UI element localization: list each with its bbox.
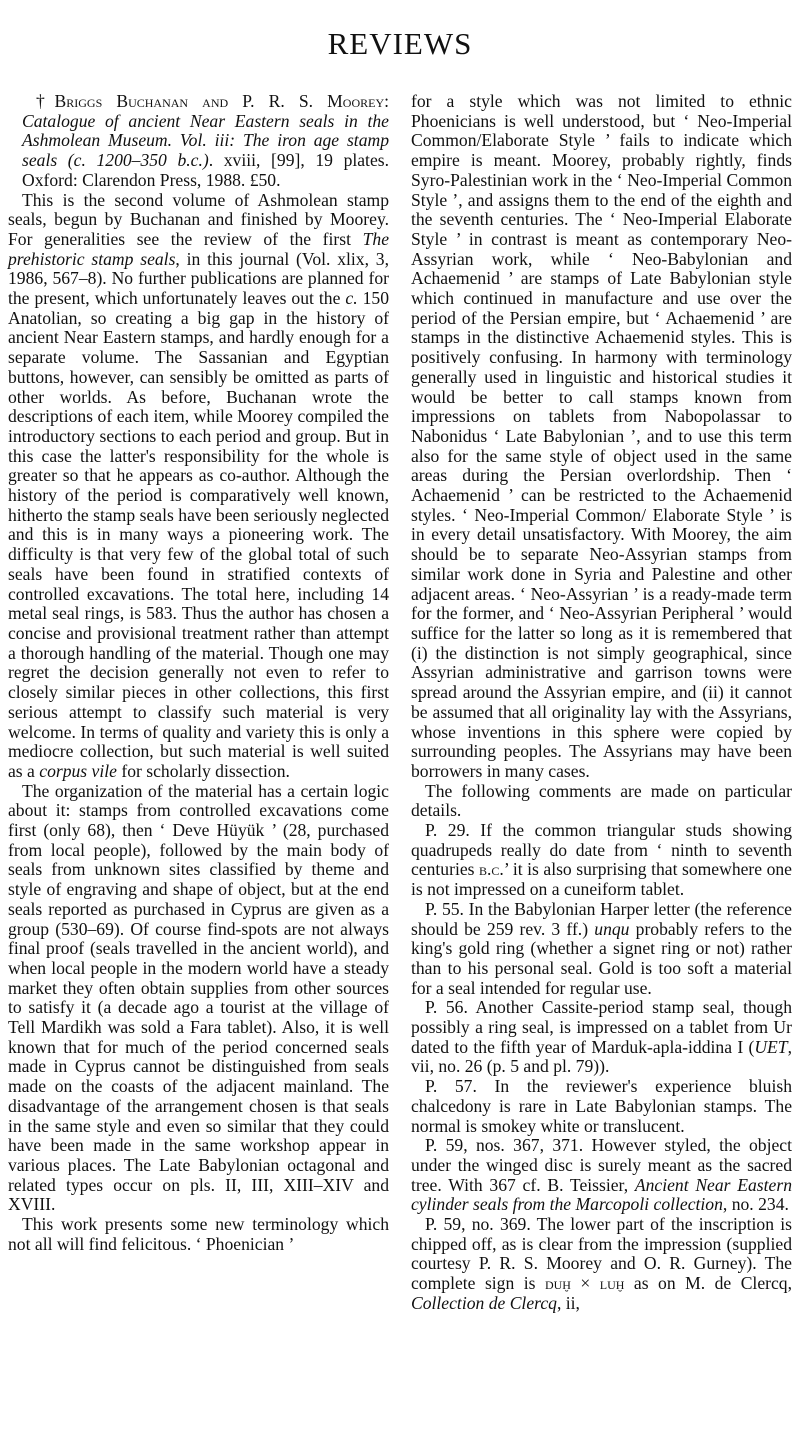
note-p29: P. 29. If the common triangular studs showing quadrupeds really do date from ‘ ninth to seventh centuries b.c.’ it is also surprising that somewhere one is not impressed on a cuneiform tablet. — [411, 820, 792, 900]
running-head: REVIEWS — [327, 26, 473, 61]
paragraph-comments-intro: The following comments are made on particular details. — [411, 780, 792, 821]
note-p57: P. 57. In the reviewer's experience bluish chalcedony is rare in Late Babylonian stamps. The normal is smokey white or translucent. — [411, 1076, 792, 1136]
paragraph-terminology: This work presents some new terminology which not all will find felicitous. ‘ Phoenician ’ — [8, 1214, 389, 1254]
book-heading: †Briggs Buchanan and P. R. S. Moorey: Catalogue of ancient Near Eastern seals in the Ashmolean Museum. Vol. iii: The iron age stamp seals (c. 1200–350 b.c.). xviii, [99], 19 plates. Oxford: Clarendon Press, 1988. £50. — [22, 91, 390, 190]
left-column — [8, 92, 389, 1254]
note-p56: P. 56. Another Cassite-period stamp seal, though possibly a ring seal, is impressed on a tablet from Ur dated to the fifth year of Marduk-apla-iddina I (UET, vii, no. 26 (p. 5 and pl. 79)). — [411, 997, 792, 1077]
book-authors: Briggs Buchanan and P. R. S. Moorey — [54, 91, 385, 111]
book-publication-details: . xviii, [99], 19 plates. Oxford: Clarendon Press, 1988. £50. — [22, 150, 390, 190]
note-p59-369: P. 59, no. 369. The lower part of the inscription is chipped off, as is clear from the impression (supplied courtesy P. R. S. Moorey and O. R. Gurney). The complete sign is duḫ × luḫ as on M. de Clercq, Collection de Clercq, ii, — [411, 1214, 792, 1313]
dagger-mark: † — [36, 91, 55, 111]
cited-title: The prehistoric stamp seals — [8, 228, 389, 269]
latin-phrase: corpus vile — [39, 760, 117, 781]
note-p55: P. 55. In the Babylonian Harper letter (the reference should be 259 rev. 3 ff.) unqu probably refers to the king's gold ring (whether a signet ring or not) rather than to his personal seal. Gold is too soft a material for a seal intended for regular use. — [411, 898, 792, 998]
book-title: Catalogue of ancient Near Eastern seals in the Ashmolean Museum. Vol. iii: The iron age stamp seals (c. 1200–350 b.c.) — [22, 110, 389, 171]
right-column — [411, 92, 792, 1314]
paragraph-organization: The organization of the material has a certain logic about it: stamps from controlled excavations come first (only 68), then ‘ Deve Hüyük ’ (28, purchased from local people), followed by the main body of seals from unknown sites classified by theme and style of engraving and shape of object, but at the end seals reported as purchased in Cyprus are given as a group (530–69). Of course find-spots are not always final proof (seals travelled in the ancient world), and when local people in the modern world have a steady market they often obtain supplies from other sources to satisfy it (a decade ago a tourist at the village of Tell Mardikh was sold a Fara tablet). Also, it is well known that for much of the period concerned seals made in Cyprus cannot be distinguished from seals made on the coasts of the adjacent mainland. The disadvantage of the arrangement chosen is that seals in the same style and even so similar that they could have been made in the same workshop appear in various places. The Late Babylonian octagonal and related types occur on pls. II, III, XIII–XIV and XVIII. — [8, 780, 389, 1215]
paragraph-intro: This is the second volume of Ashmolean stamp seals, begun by Buchanan and finished by Moorey. For generalities see the review of the first The prehistoric stamp seals, in this journal (Vol. xlix, 3, 1986, 567–8). No further publications are planned for the present, which unfortunately leaves out the c. 150 Anatolian, so creating a big gap in the history of ancient Near Eastern stamps, and hardly enough for a separate volume. The Sassanian and Egyptian buttons, however, can sensibly be omitted as parts of other worlds. As before, Buchanan wrote the descriptions of each item, while Moorey compiled the introductory sections to each period and group. But in this case the latter's responsibility for the whole is greater so that he appears as co-author. Although the history of the period is comparatively well known, hitherto the stamp seals have been seriously neglected and this is in many ways a pioneering work. The difficulty is that very few of the global total of such seals have been found in stratified contexts of controlled excavations. The total here, including 14 metal seal rings, is 583. Thus the author has chosen a concise and provisional treatment rather than attempt a thorough handling of the material. Though one may regret the decision generally not even to refer to closely similar pieces in other collections, this first serious attempt to classify such material is very welcome. In terms of quality and variety this is only a mediocre collection, but such material is well suited as a corpus vile for scholarly dissection. — [8, 189, 389, 781]
note-p59-367: P. 59, nos. 367, 371. However styled, the object under the winged disc is surely meant as the sacred tree. With 367 cf. B. Teissier, Ancient Near Eastern cylinder seals from the Marcopoli collection, no. 234. — [411, 1135, 792, 1215]
paragraph-terminology-continued: for a style which was not limited to ethnic Phoenicians is well understood, but ‘ Neo-Imperial Common/Elaborate Style ’ fails to indicate which empire is meant. Moorey, probably rightly, finds Syro-Palestinian work in the ‘ Neo-Imperial Common Style ’, and assigns them to the end of the eighth and the seventh centuries. The ‘ Neo-Imperial Elaborate Style ’ in contrast is meant as contemporary Neo-Assyrian work, while ‘ Neo-Babylonian and Achaemenid ’ are stamps of Late Babylonian style which continued in manufacture and use over the period of the Persian empire, but ‘ Achaemenid ’ are stamps in the distinctive Achaemenid styles. This is positively confusing. In harmony with terminology generally used in linguistic and historical studies it would be better to call stamps known from impressions on tablets from Nabopolassar to Nabonidus ‘ Late Babylonian ’, and to use this term also for the same style of object used in the same areas during the Persian overlordship. Then ‘ Achaemenid ’ can be restricted to the Achaemenid styles. ‘ Neo-Imperial Common/ Elaborate Style ’ is in every detail unsatisfactory. With Moorey, the aim should be to separate Neo-Assyrian stamps from similar work done in Syria and Palestine and other adjacent areas. ‘ Neo-Assyrian ’ is a ready-made term for the former, and ‘ Neo-Assyrian Peripheral ’ would suffice for the latter so long as it is remembered that (i) the distinction is not simply geographical, since Assyrian administrative and garrison towns were spread around the Assyrian empire, and (ii) it cannot be assumed that all originality lay with the Assyrians, whose inventions in this sphere were copied by surrounding peoples. The Assyrians may have been borrowers in many cases. — [411, 91, 792, 781]
